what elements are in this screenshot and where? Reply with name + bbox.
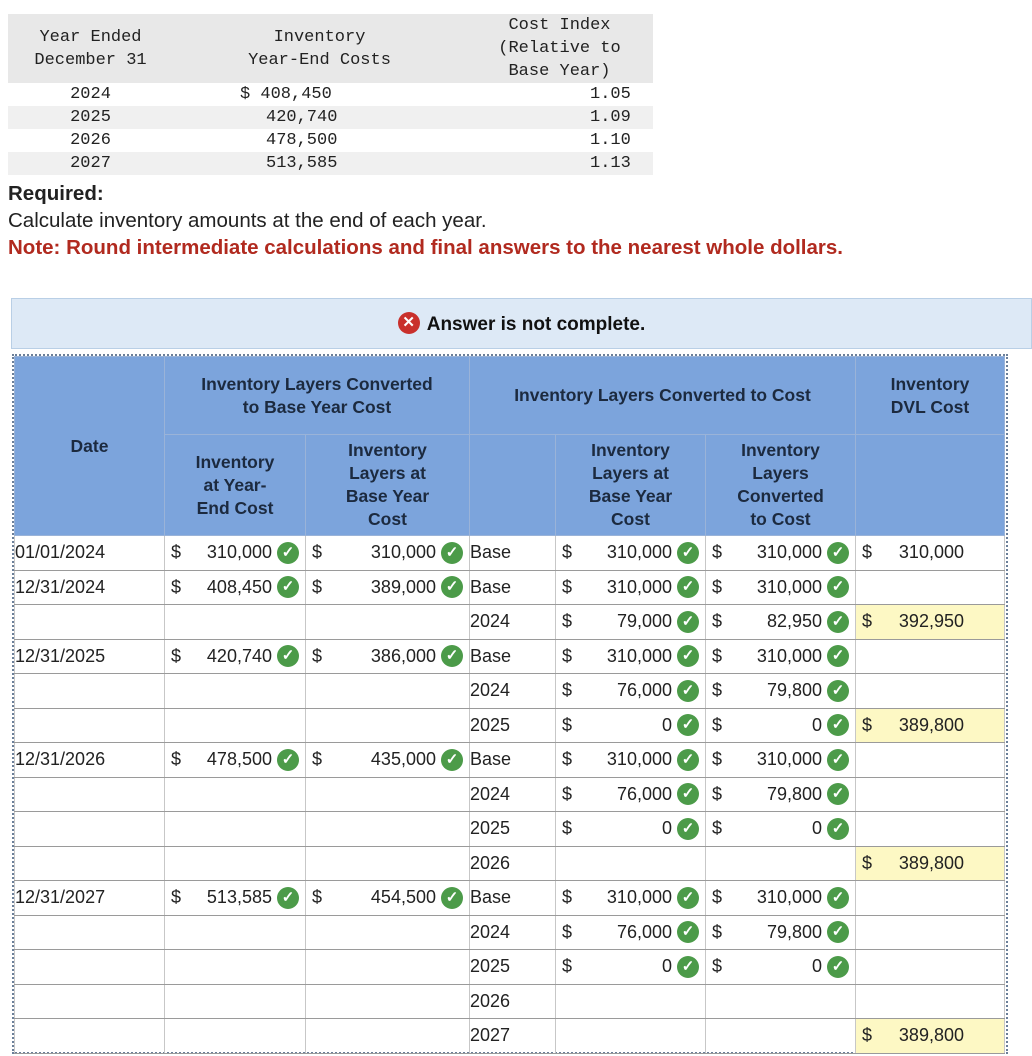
layer-base-input: [556, 846, 706, 881]
date-cell: 12/31/2024: [15, 570, 165, 605]
date-cell: [15, 984, 165, 1019]
layer-base-input-value[interactable]: 76,000: [616, 783, 672, 804]
dollar-sign: $: [171, 542, 182, 563]
check-icon: ✓: [677, 542, 699, 564]
layer-base-input: [556, 639, 706, 674]
layer-cost-input: [706, 639, 856, 674]
date-cell: 12/31/2025: [15, 639, 165, 674]
required-note: Note: Round intermediate calculations and final answers to the nearest whole dollars.: [8, 236, 843, 259]
base-cost-input: [306, 881, 470, 916]
given-cost: $ 408,450: [240, 85, 332, 104]
check-icon: ✓: [677, 818, 699, 840]
date-cell: [15, 846, 165, 881]
layer-base-input: [556, 1019, 706, 1054]
base-cost-input: [306, 536, 470, 571]
check-icon: ✓: [827, 783, 849, 805]
date-cell: 12/31/2027: [15, 881, 165, 916]
check-icon: ✓: [677, 611, 699, 633]
layer-label: 2024: [470, 915, 556, 950]
dvl-cost-input: [856, 570, 1005, 605]
layer-cost-input: [706, 812, 856, 847]
layer-base-input-value[interactable]: 76,000: [616, 680, 672, 701]
dollar-sign: $: [171, 576, 182, 597]
ye-cost-input-value[interactable]: 420,740: [206, 645, 272, 666]
given-year: 2026: [70, 131, 111, 150]
layer-label: Base: [470, 570, 556, 605]
ye-cost-input: [165, 708, 306, 743]
layer-cost-input: [706, 1019, 856, 1054]
check-icon: ✓: [277, 887, 299, 909]
dvl-cost-input: [856, 708, 1005, 743]
ye-cost-input: [165, 915, 306, 950]
layer-cost-input-value[interactable]: 79,800: [766, 680, 822, 701]
given-cost: 513,585: [266, 154, 338, 173]
table-row: [15, 639, 1005, 674]
cost-group-header: Inventory Layers Converted to Cost: [470, 357, 856, 435]
layer-label: 2025: [470, 812, 556, 847]
layer-cost-input-value[interactable]: 79,800: [766, 921, 822, 942]
given-year: 2027: [70, 154, 111, 173]
layer-cost-input: [706, 605, 856, 640]
dollar-sign: $: [712, 645, 723, 666]
dollar-sign: $: [562, 956, 573, 977]
layer-label: 2024: [470, 605, 556, 640]
dollar-sign: $: [862, 611, 873, 632]
ye-cost-input: [165, 570, 306, 605]
ye-cost-input: [165, 984, 306, 1019]
check-icon: ✓: [827, 680, 849, 702]
layer-base-input: [556, 605, 706, 640]
layer-label: Base: [470, 743, 556, 778]
dollar-sign: $: [562, 542, 573, 563]
check-icon: ✓: [677, 921, 699, 943]
table-row: [15, 536, 1005, 571]
layer-label: 2026: [470, 984, 556, 1019]
base-cost-input: [306, 605, 470, 640]
given-year: 2024: [70, 85, 111, 104]
check-icon: ✓: [827, 714, 849, 736]
layer-cost-input: [706, 881, 856, 916]
table-row: [15, 915, 1005, 950]
dollar-sign: $: [562, 818, 573, 839]
ye-cost-input: [165, 950, 306, 985]
dvl-cost-input: [856, 881, 1005, 916]
layer-cost-header: Inventory Layers Converted to Cost: [706, 435, 856, 536]
given-index: 1.13: [590, 154, 631, 173]
dvl-cost-input: [856, 984, 1005, 1019]
dollar-sign: $: [171, 645, 182, 666]
dollar-sign: $: [712, 680, 723, 701]
base-cost-input: [306, 743, 470, 778]
base-cost-input: [306, 1019, 470, 1054]
layer-base-input: [556, 743, 706, 778]
check-icon: ✓: [677, 576, 699, 598]
dollar-sign: $: [712, 956, 723, 977]
layer-cost-input-value[interactable]: 82,950: [766, 611, 822, 632]
header-cost: Inventory Year-End Costs: [248, 27, 391, 70]
ye-cost-input: [165, 1019, 306, 1054]
x-icon: ✕: [398, 312, 420, 334]
base-cost-input: [306, 708, 470, 743]
layer-cost-input: [706, 984, 856, 1019]
ye-cost-input: [165, 536, 306, 571]
ye-cost-input-value[interactable]: 513,585: [206, 887, 272, 908]
answer-status-banner: [11, 298, 1032, 349]
dollar-sign: $: [712, 887, 723, 908]
check-icon: ✓: [827, 887, 849, 909]
check-icon: ✓: [677, 749, 699, 771]
dollar-sign: $: [712, 921, 723, 942]
dollar-sign: $: [562, 921, 573, 942]
dvl-cost-input: [856, 846, 1005, 881]
date-cell: [15, 777, 165, 812]
layer-cost-input: [706, 708, 856, 743]
layer-base-input-value[interactable]: 310,000: [606, 887, 672, 908]
layer-label: 2024: [470, 777, 556, 812]
table-row: [15, 950, 1005, 985]
layer-label: 2025: [470, 708, 556, 743]
table-row: [15, 777, 1005, 812]
layer-base-input: [556, 812, 706, 847]
layer-header: [470, 435, 556, 536]
base-cost-input-value[interactable]: 454,500: [370, 887, 436, 908]
check-icon: ✓: [827, 956, 849, 978]
dvl-cost-input-value[interactable]: 389,800: [898, 852, 964, 873]
dollar-sign: $: [312, 542, 323, 563]
date-cell: 01/01/2024: [15, 536, 165, 571]
check-icon: ✓: [827, 818, 849, 840]
layer-label: 2027: [470, 1019, 556, 1054]
check-icon: ✓: [827, 645, 849, 667]
dvl-cost-input-value[interactable]: 392,950: [898, 611, 964, 632]
date-header: Date: [15, 357, 165, 536]
header-index: Cost Index (Relative to Base Year): [498, 16, 621, 81]
check-icon: ✓: [827, 921, 849, 943]
given-index: 1.10: [590, 131, 631, 150]
given-cost: 420,740: [266, 108, 338, 127]
dollar-sign: $: [862, 1025, 873, 1046]
dvl-cost-input-value[interactable]: 389,800: [898, 1025, 964, 1046]
dollar-sign: $: [312, 749, 323, 770]
required-instructions: Calculate inventory amounts at the end of each year.: [8, 209, 487, 232]
dollar-sign: $: [712, 818, 723, 839]
date-cell: [15, 1019, 165, 1054]
dollar-sign: $: [712, 749, 723, 770]
dollar-sign: $: [712, 714, 723, 735]
given-row: [8, 152, 653, 175]
layer-base-input: [556, 984, 706, 1019]
layer-base-input-value[interactable]: 310,000: [606, 576, 672, 597]
dvl-cost-input: [856, 812, 1005, 847]
layer-cost-input: [706, 950, 856, 985]
check-icon: ✓: [677, 680, 699, 702]
base-cost-input: [306, 846, 470, 881]
dollar-sign: $: [562, 680, 573, 701]
check-icon: ✓: [441, 749, 463, 771]
dollar-sign: $: [862, 542, 873, 563]
dvl-cost-input: [856, 1019, 1005, 1054]
layer-cost-input-value[interactable]: 0: [811, 714, 822, 735]
base-cost-input-value[interactable]: 310,000: [370, 542, 436, 563]
layer-label: 2025: [470, 950, 556, 985]
dvl-header: Inventory DVL Cost: [856, 357, 1005, 435]
layer-cost-input-value[interactable]: 310,000: [756, 645, 822, 666]
table-row: [15, 708, 1005, 743]
layer-base-input-value[interactable]: 0: [661, 818, 672, 839]
base-cost-input: [306, 915, 470, 950]
layer-cost-input-value[interactable]: 79,800: [766, 783, 822, 804]
table-row: [15, 743, 1005, 778]
ye-cost-header: Inventory at Year- End Cost: [165, 435, 306, 536]
layer-label: 2026: [470, 846, 556, 881]
ye-cost-input: [165, 743, 306, 778]
layer-base-input-value[interactable]: 79,000: [616, 611, 672, 632]
date-cell: [15, 708, 165, 743]
ye-cost-input: [165, 639, 306, 674]
dvl-cost-input: [856, 536, 1005, 571]
table-row: [15, 984, 1005, 1019]
ye-cost-input: [165, 605, 306, 640]
dollar-sign: $: [712, 611, 723, 632]
table-row: [15, 570, 1005, 605]
layer-cost-input-value[interactable]: 310,000: [756, 749, 822, 770]
given-index: 1.09: [590, 108, 631, 127]
layer-cost-input-value[interactable]: 310,000: [756, 576, 822, 597]
base-cost-input: [306, 639, 470, 674]
dvl-cost-input: [856, 950, 1005, 985]
dvl-cost-input-value[interactable]: 310,000: [898, 542, 964, 563]
date-cell: [15, 950, 165, 985]
dollar-sign: $: [171, 749, 182, 770]
ye-cost-input: [165, 846, 306, 881]
base-year-group-header: Inventory Layers Converted to Base Year Cost: [165, 357, 470, 435]
base-cost-input: [306, 984, 470, 1019]
given-row: [8, 106, 653, 129]
dollar-sign: $: [712, 783, 723, 804]
layer-base-input: [556, 881, 706, 916]
layer-base-input: [556, 777, 706, 812]
date-cell: 12/31/2026: [15, 743, 165, 778]
dollar-sign: $: [562, 783, 573, 804]
check-icon: ✓: [827, 611, 849, 633]
table-row: [15, 605, 1005, 640]
ye-cost-input-value[interactable]: 478,500: [206, 749, 272, 770]
check-icon: ✓: [677, 783, 699, 805]
layer-cost-input: [706, 743, 856, 778]
layer-label: Base: [470, 881, 556, 916]
dvl-sub-header: [856, 435, 1005, 536]
dollar-sign: $: [312, 887, 323, 908]
layer-cost-input: [706, 777, 856, 812]
given-row: [8, 83, 653, 106]
dvl-cost-input: [856, 605, 1005, 640]
header-year: Year Ended December 31: [34, 27, 147, 70]
layer-cost-input: [706, 674, 856, 709]
given-cost: 478,500: [266, 131, 338, 150]
dollar-sign: $: [312, 576, 323, 597]
base-cost-input: [306, 674, 470, 709]
date-cell: [15, 915, 165, 950]
check-icon: ✓: [827, 542, 849, 564]
dollar-sign: $: [862, 852, 873, 873]
check-icon: ✓: [441, 576, 463, 598]
layer-cost-input-value[interactable]: 0: [811, 818, 822, 839]
dvl-cost-input: [856, 915, 1005, 950]
base-cost-input: [306, 812, 470, 847]
date-cell: [15, 605, 165, 640]
ye-cost-input: [165, 674, 306, 709]
given-year: 2025: [70, 108, 111, 127]
check-icon: ✓: [441, 542, 463, 564]
layer-base-input: [556, 674, 706, 709]
dollar-sign: $: [312, 645, 323, 666]
base-cost-input: [306, 950, 470, 985]
layer-label: Base: [470, 536, 556, 571]
check-icon: ✓: [827, 749, 849, 771]
check-icon: ✓: [277, 645, 299, 667]
layer-label: Base: [470, 639, 556, 674]
answer-table: [14, 356, 1005, 1054]
dollar-sign: $: [862, 714, 873, 735]
layer-base-input: [556, 708, 706, 743]
dvl-cost-input: [856, 777, 1005, 812]
layer-cost-input-value[interactable]: 0: [811, 956, 822, 977]
layer-base-input-value[interactable]: 76,000: [616, 921, 672, 942]
dollar-sign: $: [562, 645, 573, 666]
check-icon: ✓: [677, 645, 699, 667]
check-icon: ✓: [277, 542, 299, 564]
layer-cost-input: [706, 846, 856, 881]
table-row: [15, 881, 1005, 916]
ye-cost-input: [165, 777, 306, 812]
dvl-cost-input-value[interactable]: 389,800: [898, 714, 964, 735]
check-icon: ✓: [827, 576, 849, 598]
layer-cost-input: [706, 915, 856, 950]
dollar-sign: $: [562, 611, 573, 632]
ye-cost-input-value[interactable]: 408,450: [206, 576, 272, 597]
required-title: Required:: [8, 182, 104, 205]
dollar-sign: $: [562, 714, 573, 735]
layer-base-input-value[interactable]: 310,000: [606, 749, 672, 770]
layer-base-input-value[interactable]: 310,000: [606, 542, 672, 563]
check-icon: ✓: [277, 576, 299, 598]
layer-cost-input-value[interactable]: 310,000: [756, 542, 822, 563]
layer-base-input-value[interactable]: 310,000: [606, 645, 672, 666]
layer-cost-input-value[interactable]: 310,000: [756, 887, 822, 908]
base-cost-input: [306, 777, 470, 812]
layer-base-input: [556, 536, 706, 571]
dollar-sign: $: [562, 576, 573, 597]
dollar-sign: $: [712, 576, 723, 597]
layer-base-input-value[interactable]: 0: [661, 956, 672, 977]
dollar-sign: $: [562, 749, 573, 770]
check-icon: ✓: [677, 714, 699, 736]
base-cost-input-value[interactable]: 435,000: [370, 749, 436, 770]
dvl-cost-input: [856, 743, 1005, 778]
check-icon: ✓: [277, 749, 299, 771]
dollar-sign: $: [712, 542, 723, 563]
base-cost-input-value[interactable]: 386,000: [370, 645, 436, 666]
check-icon: ✓: [441, 645, 463, 667]
dollar-sign: $: [171, 887, 182, 908]
layer-base-input-value[interactable]: 0: [661, 714, 672, 735]
given-data-table: [8, 14, 653, 175]
check-icon: ✓: [677, 956, 699, 978]
layer-base-header: Inventory Layers at Base Year Cost: [556, 435, 706, 536]
layer-base-input: [556, 950, 706, 985]
ye-cost-input-value[interactable]: 310,000: [206, 542, 272, 563]
dvl-cost-input: [856, 674, 1005, 709]
dollar-sign: $: [562, 887, 573, 908]
date-cell: [15, 674, 165, 709]
layer-label: 2024: [470, 674, 556, 709]
table-row: [15, 1019, 1005, 1054]
answer-status-text: Answer is not complete.: [426, 314, 646, 335]
base-cost-input-value[interactable]: 389,000: [370, 576, 436, 597]
given-index: 1.05: [590, 85, 631, 104]
dvl-cost-input: [856, 639, 1005, 674]
check-icon: ✓: [677, 887, 699, 909]
table-row: [15, 812, 1005, 847]
check-icon: ✓: [441, 887, 463, 909]
layer-base-input: [556, 915, 706, 950]
given-row: [8, 129, 653, 152]
date-cell: [15, 812, 165, 847]
layer-cost-input: [706, 536, 856, 571]
ye-cost-input: [165, 812, 306, 847]
table-row: [15, 846, 1005, 881]
base-cost-header: Inventory Layers at Base Year Cost: [306, 435, 470, 536]
layer-base-input: [556, 570, 706, 605]
layer-cost-input: [706, 570, 856, 605]
ye-cost-input: [165, 881, 306, 916]
table-row: [15, 674, 1005, 709]
base-cost-input: [306, 570, 470, 605]
